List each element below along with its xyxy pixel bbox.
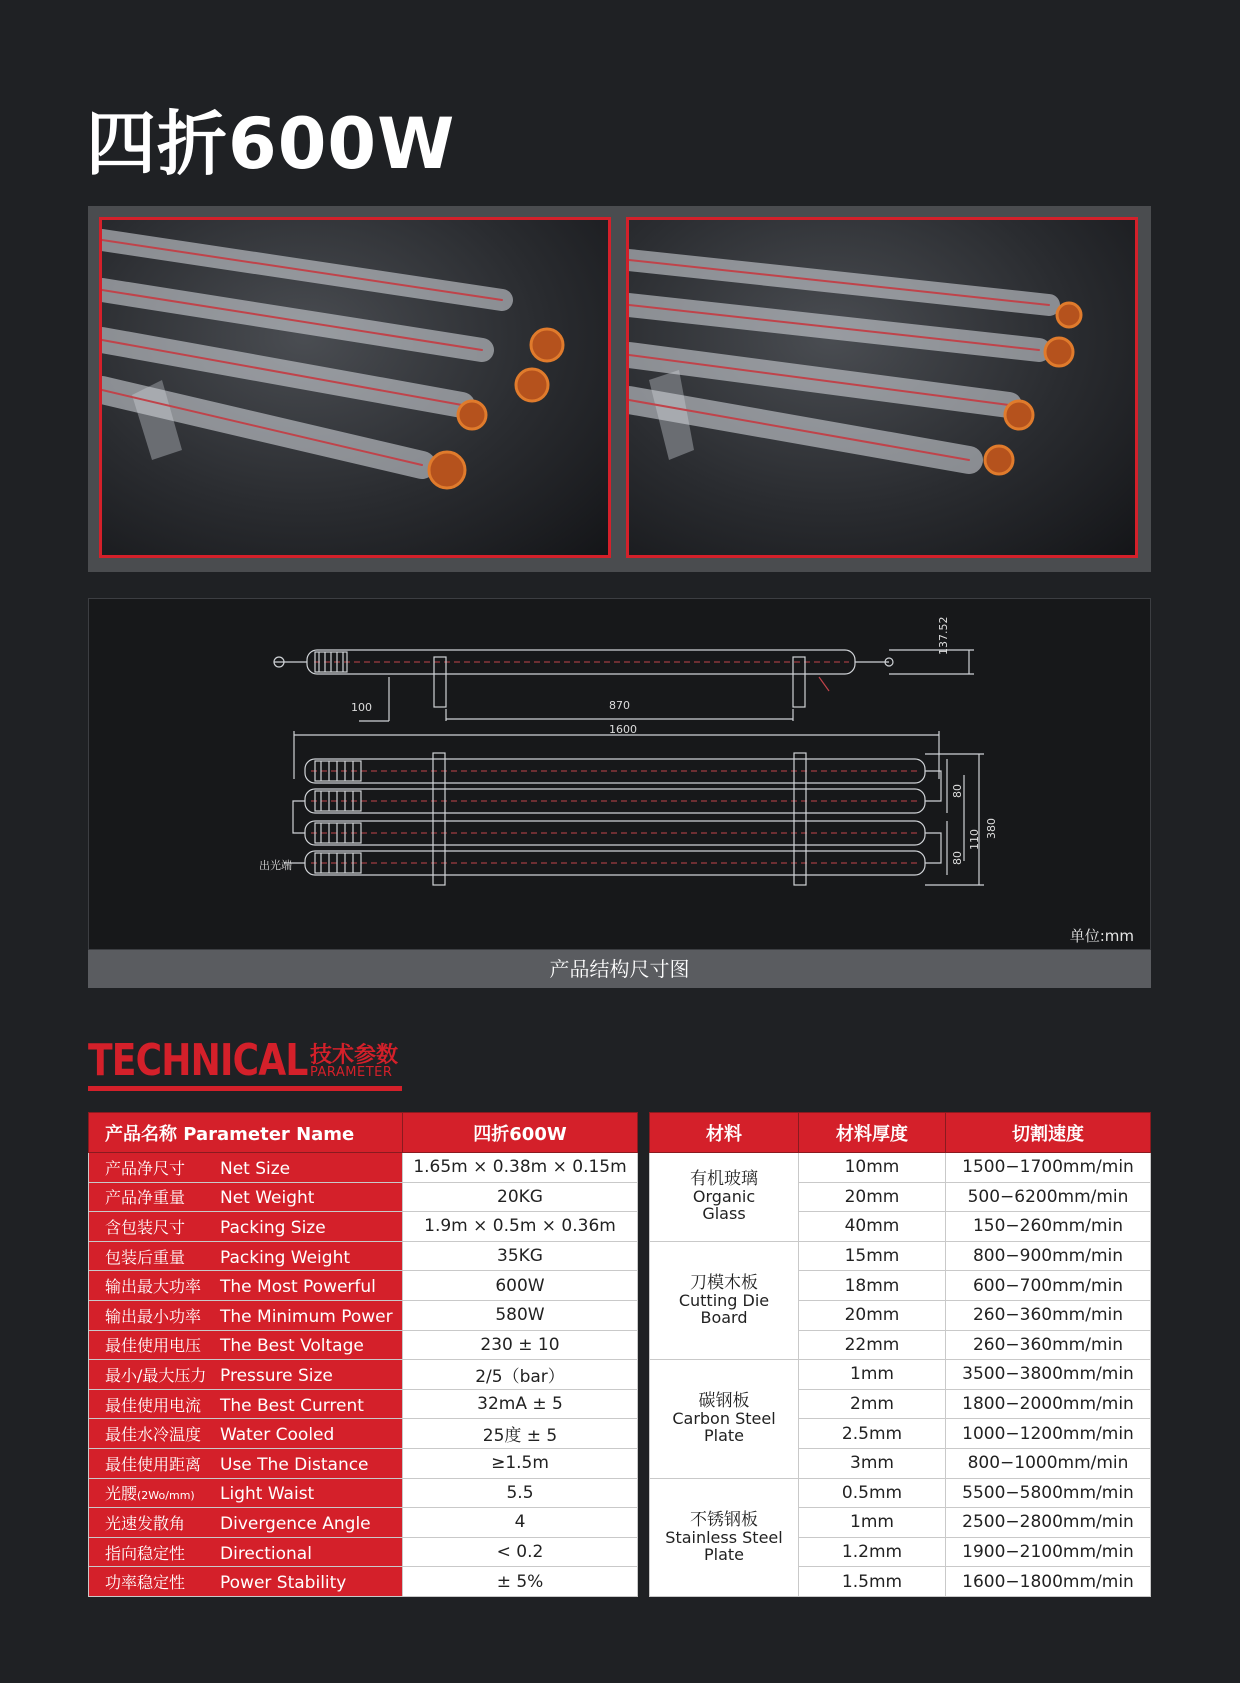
speed-cell: 2500−2800mm/min	[946, 1508, 1151, 1538]
param-name-cell	[89, 1508, 403, 1538]
speed-cell: 1900−2100mm/min	[946, 1537, 1151, 1567]
table-row	[89, 1153, 638, 1183]
param-name-cn-text: 包装后重量	[105, 1247, 186, 1267]
param-name-cell	[89, 1330, 403, 1360]
material-cell	[650, 1360, 799, 1478]
table-row	[89, 1300, 638, 1330]
table-row	[650, 1360, 1151, 1390]
technical-word: TECHNICAL	[88, 1035, 308, 1086]
param-value-cell: ≥1.5m	[403, 1448, 638, 1478]
param-name-cell	[89, 1567, 403, 1597]
param-name-en: Packing Weight	[220, 1247, 351, 1268]
param-name-cn	[89, 1541, 220, 1564]
laser-tube-photo-left	[99, 217, 611, 558]
material-en: Organic Glass	[692, 1187, 756, 1224]
material-cell	[650, 1153, 799, 1242]
param-name-cell	[89, 1419, 403, 1449]
dim-80-bottom-label: 80	[951, 851, 964, 865]
speed-cell: 260−360mm/min	[946, 1330, 1151, 1360]
param-name-en: Pressure Size	[220, 1365, 333, 1386]
param-name-cn-text: 含包装尺寸	[105, 1217, 186, 1237]
param-name-en: The Best Voltage	[220, 1336, 364, 1357]
param-name-cn-text: 指向稳定性	[105, 1543, 186, 1563]
thickness-cell: 1.2mm	[799, 1537, 946, 1567]
product-photo-panel	[88, 206, 1151, 572]
param-name-cell	[89, 1478, 403, 1508]
technical-en: PARAMETER	[310, 1065, 393, 1080]
speed-cell: 800−900mm/min	[946, 1241, 1151, 1271]
thickness-cell: 10mm	[799, 1153, 946, 1183]
thickness-cell: 20mm	[799, 1300, 946, 1330]
materials-header-material: 材料	[650, 1113, 799, 1153]
table-row	[89, 1241, 638, 1271]
param-name-en: Light Waist	[220, 1484, 315, 1505]
dim-870-label: 870	[609, 699, 630, 712]
param-name-en: Divergence Angle	[220, 1513, 371, 1534]
thickness-cell: 1mm	[799, 1360, 946, 1390]
unit-label: 单位:mm	[1069, 927, 1134, 945]
param-name-cn-text: 光腰	[105, 1484, 138, 1504]
param-value-cell: 2/5（bar）	[403, 1360, 638, 1390]
speed-cell: 1000−1200mm/min	[946, 1419, 1151, 1449]
material-cn: 有机玻璃	[690, 1169, 758, 1190]
table-row	[89, 1448, 638, 1478]
speed-cell: 1600−1800mm/min	[946, 1567, 1151, 1597]
material-en: Stainless Steel Plate	[665, 1527, 783, 1564]
table-row	[89, 1508, 638, 1538]
param-name-cn-text: 最佳水冷温度	[105, 1425, 202, 1445]
param-name-en: Net Weight	[220, 1188, 315, 1209]
table-row	[89, 1389, 638, 1419]
param-name-en: The Best Current	[220, 1395, 364, 1416]
table-row	[650, 1153, 1151, 1183]
param-value-cell: 1.65m × 0.38m × 0.15m	[403, 1153, 638, 1183]
dim-1600-label: 1600	[609, 723, 637, 736]
param-value-cell: < 0.2	[403, 1537, 638, 1567]
speed-cell: 1500−1700mm/min	[946, 1153, 1151, 1183]
diagram-caption: 产品结构尺寸图	[88, 950, 1151, 988]
table-row	[89, 1212, 638, 1242]
param-name-en: The Minimum Power	[220, 1306, 393, 1327]
param-name-en: The Most Powerful	[220, 1277, 376, 1298]
table-row	[650, 1478, 1151, 1508]
param-name-cn-text: 产品净尺寸	[105, 1158, 186, 1178]
param-name-cell	[89, 1360, 403, 1390]
parameter-table	[88, 1112, 638, 1597]
param-value-cell: 20KG	[403, 1182, 638, 1212]
thickness-cell: 18mm	[799, 1271, 946, 1301]
param-header-value: 四折600W	[403, 1113, 638, 1153]
param-value-cell: 1.9m × 0.5m × 0.36m	[403, 1212, 638, 1242]
param-name-cell	[89, 1212, 403, 1242]
param-name-cell	[89, 1271, 403, 1301]
param-name-cn-text: 最佳使用电压	[105, 1336, 202, 1356]
dim-80-top-label: 80	[951, 784, 964, 798]
table-row	[89, 1330, 638, 1360]
speed-cell: 3500−3800mm/min	[946, 1360, 1151, 1390]
param-name-cn-text: 最小/最大压力	[105, 1365, 207, 1385]
thickness-cell: 22mm	[799, 1330, 946, 1360]
dimension-diagram-panel	[88, 598, 1151, 950]
thickness-cell: 20mm	[799, 1182, 946, 1212]
tube-illustration-right	[629, 220, 1135, 555]
speed-cell: 1800−2000mm/min	[946, 1389, 1151, 1419]
param-name-cn	[89, 1304, 220, 1327]
laser-tube-photo-right	[626, 217, 1138, 558]
param-name-en: Directional	[220, 1543, 312, 1564]
speed-cell: 600−700mm/min	[946, 1271, 1151, 1301]
param-header-name: 产品名称 Parameter Name	[89, 1113, 403, 1153]
speed-cell: 5500−5800mm/min	[946, 1478, 1151, 1508]
param-name-en: Packing Size	[220, 1217, 326, 1238]
thickness-cell: 15mm	[799, 1241, 946, 1271]
param-name-cn	[89, 1245, 220, 1268]
param-value-cell: 580W	[403, 1300, 638, 1330]
param-name-cn-text: 最佳使用电流	[105, 1395, 202, 1415]
material-en: Carbon Steel Plate	[672, 1409, 776, 1446]
param-value-cell: 4	[403, 1508, 638, 1538]
param-name-cn	[89, 1363, 220, 1386]
param-name-cell	[89, 1300, 403, 1330]
material-cell	[650, 1241, 799, 1359]
table-row	[89, 1567, 638, 1597]
param-name-cn	[89, 1333, 220, 1356]
param-name-cell	[89, 1537, 403, 1567]
speed-cell: 500−6200mm/min	[946, 1182, 1151, 1212]
table-row	[89, 1182, 638, 1212]
table-row	[650, 1241, 1151, 1271]
param-name-en: Use The Distance	[220, 1454, 369, 1475]
thickness-cell: 2mm	[799, 1389, 946, 1419]
param-name-cn	[89, 1215, 220, 1238]
thickness-cell: 2.5mm	[799, 1419, 946, 1449]
tube-illustration-left	[102, 220, 608, 555]
materials-header-thickness: 材料厚度	[799, 1113, 946, 1153]
table-row	[89, 1271, 638, 1301]
thickness-cell: 3mm	[799, 1448, 946, 1478]
dim-380-label: 380	[985, 818, 998, 839]
param-name-cn	[89, 1393, 220, 1416]
param-name-en: Power Stability	[220, 1573, 347, 1594]
thickness-cell: 40mm	[799, 1212, 946, 1242]
page-title: 四折600W	[86, 103, 456, 185]
param-name-cn-text: 输出最小功率	[105, 1306, 202, 1326]
material-cn: 不锈钢板	[690, 1509, 758, 1530]
output-end-label: 出光端	[259, 859, 292, 872]
param-name-cell	[89, 1182, 403, 1212]
speed-cell: 150−260mm/min	[946, 1212, 1151, 1242]
technical-underline	[88, 1086, 402, 1091]
param-value-cell: 230 ± 10	[403, 1330, 638, 1360]
param-name-cell	[89, 1448, 403, 1478]
table-row	[89, 1478, 638, 1508]
param-name-cn-text: 最佳使用距离	[105, 1454, 202, 1474]
param-name-cn	[89, 1274, 220, 1297]
param-name-cell	[89, 1389, 403, 1419]
param-name-cn	[89, 1570, 220, 1593]
table-row	[89, 1360, 638, 1390]
dim-100-label: 100	[351, 701, 372, 714]
material-en: Cutting Die Board	[678, 1290, 770, 1327]
material-cn: 刀模木板	[690, 1272, 758, 1293]
param-name-cell	[89, 1241, 403, 1271]
param-value-cell: 32mA ± 5	[403, 1389, 638, 1419]
thickness-cell: 1.5mm	[799, 1567, 946, 1597]
param-name-cn	[89, 1185, 220, 1208]
technical-cn: 技术参数	[310, 1043, 399, 1068]
param-name-cn-text: 产品净重量	[105, 1188, 186, 1208]
param-name-cell	[89, 1153, 403, 1183]
table-row	[89, 1419, 638, 1449]
param-value-cell: 25度 ± 5	[403, 1419, 638, 1449]
param-name-cn	[89, 1422, 220, 1445]
param-name-cn-text: 输出最大功率	[105, 1277, 202, 1297]
param-name-cn-text: 光速发散角	[105, 1513, 186, 1533]
param-name-cn-text: 功率稳定性	[105, 1573, 186, 1593]
param-value-cell: ± 5%	[403, 1567, 638, 1597]
param-name-cn-small: (2Wo/mm)	[137, 1489, 195, 1503]
speed-cell: 800−1000mm/min	[946, 1448, 1151, 1478]
param-value-cell: 5.5	[403, 1478, 638, 1508]
dim-110-label: 110	[968, 829, 981, 850]
thickness-cell: 1mm	[799, 1508, 946, 1538]
material-cell	[650, 1478, 799, 1596]
speed-cell: 260−360mm/min	[946, 1300, 1151, 1330]
materials-table	[649, 1112, 1151, 1597]
material-cn: 碳钢板	[698, 1391, 750, 1412]
dimension-drawing	[89, 599, 1152, 951]
param-name-en: Net Size	[220, 1158, 291, 1179]
param-name-cn	[89, 1452, 220, 1475]
param-value-cell: 35KG	[403, 1241, 638, 1271]
param-name-en: Water Cooled	[220, 1425, 335, 1446]
param-value-cell: 600W	[403, 1271, 638, 1301]
dim-137-label: 137.52	[937, 616, 950, 655]
materials-header-speed: 切割速度	[946, 1113, 1151, 1153]
thickness-cell: 0.5mm	[799, 1478, 946, 1508]
table-row	[89, 1537, 638, 1567]
param-name-cn	[89, 1156, 220, 1179]
param-name-cn	[89, 1481, 220, 1504]
param-name-cn	[89, 1511, 220, 1534]
